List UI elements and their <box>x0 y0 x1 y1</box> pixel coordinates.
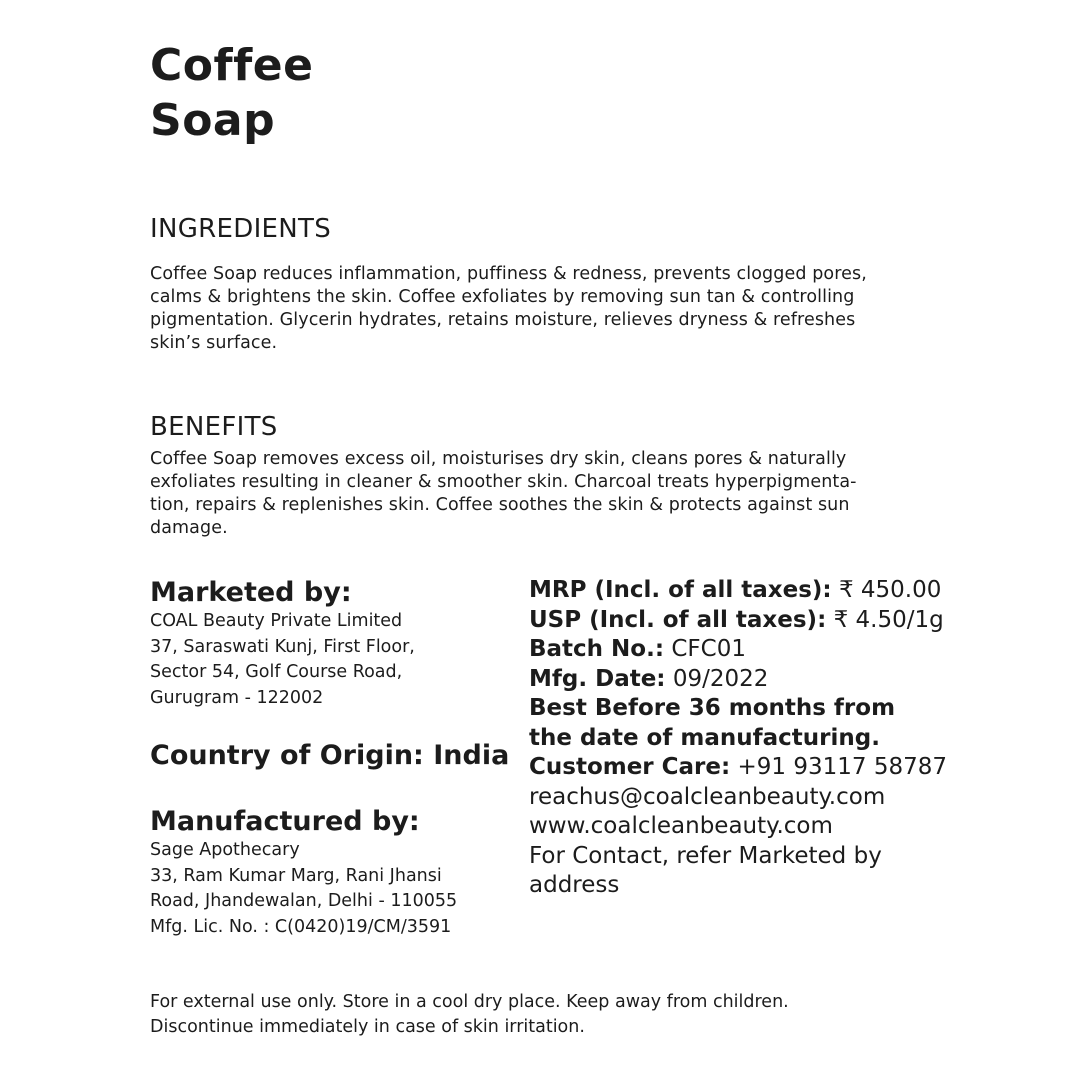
batch-row <box>529 635 949 665</box>
usp-label: USP (Incl. of all taxes): <box>529 606 827 633</box>
marketed-by-line: COAL Beauty Private Limited <box>150 611 403 631</box>
usp-value: ₹ 4.50/1g <box>833 606 944 633</box>
country-of-origin: Country of Origin: India <box>150 740 510 771</box>
manufactured-by-heading: Manufactured by: <box>150 806 420 837</box>
batch-value: CFC01 <box>671 636 746 662</box>
ingredients-line: skin’s surface. <box>150 333 278 353</box>
manufactured-by-line: Sage Apothecary <box>150 840 300 860</box>
ingredients-heading: INGREDIENTS <box>150 214 332 244</box>
customer-care-row <box>529 753 949 783</box>
ingredients-line: Coffee Soap reduces inflammation, puffiness & redness, prevents clogged pores, <box>150 264 867 284</box>
manufactured-by-block <box>150 806 510 940</box>
contact-email: reachus@coalcleanbeauty.com <box>529 783 886 810</box>
benefits-line: damage. <box>150 518 228 538</box>
product-title-line-1: Coffee <box>150 40 314 91</box>
benefits-line: Coffee Soap removes excess oil, moisturises dry skin, cleans pores & naturally <box>150 449 847 469</box>
ingredients-line: calms & brightens the skin. Coffee exfoliates by removing sun tan & controlling <box>150 287 855 307</box>
marketed-by-line: Sector 54, Golf Course Road, <box>150 662 403 682</box>
best-before-line: Best Before 36 months from <box>529 695 896 721</box>
customer-care-phone: +91 93117 58787 <box>737 754 948 780</box>
footer-warning <box>150 990 950 1040</box>
benefits-line: tion, repairs & replenishes skin. Coffee soothes the skin & protects against sun <box>150 495 850 515</box>
benefits-line: exfoliates resulting in cleaner & smoother skin. Charcoal treats hyperpigmenta- <box>150 472 857 492</box>
batch-label: Batch No.: <box>529 636 665 662</box>
ingredients-text <box>150 263 930 355</box>
mrp-row <box>529 576 949 606</box>
product-title <box>150 38 314 148</box>
footer-line: For external use only. Store in a cool dry place. Keep away from children. <box>150 992 789 1012</box>
manufactured-by-line: 33, Ram Kumar Marg, Rani Jhansi <box>150 865 442 886</box>
mfg-date-row <box>529 665 949 695</box>
marketed-by-block <box>150 577 510 711</box>
footer-line: Discontinue immediately in case of skin irritation. <box>150 1017 585 1037</box>
mrp-label: MRP (Incl. of all taxes): <box>529 577 832 603</box>
manufactured-by-line: Road, Jhandewalan, Delhi - 110055 <box>150 891 458 911</box>
marketed-by-line: 37, Saraswati Kunj, First Floor, <box>150 636 415 657</box>
manufactured-by-line: Mfg. Lic. No. : C(0420)19/CM/3591 <box>150 916 452 937</box>
ingredients-line: pigmentation. Glycerin hydrates, retains moisture, relieves dryness & refreshes <box>150 310 856 330</box>
best-before-line: the date of manufacturing. <box>529 724 880 751</box>
contact-note-line: For Contact, refer Marketed by <box>529 842 882 869</box>
usp-row <box>529 606 949 636</box>
mrp-value: ₹ 450.00 <box>838 577 942 603</box>
benefits-heading: BENEFITS <box>150 412 278 442</box>
benefits-text <box>150 448 930 540</box>
website-url: www.coalcleanbeauty.com <box>529 813 833 839</box>
mfg-date-label: Mfg. Date: <box>529 665 666 692</box>
contact-note-line: address <box>529 872 620 898</box>
product-title-line-2: Soap <box>150 95 276 146</box>
marketed-by-line: Gurugram - 122002 <box>150 687 324 708</box>
mfg-date-value: 09/2022 <box>672 665 769 692</box>
product-info-block <box>529 576 949 901</box>
marketed-by-heading: Marketed by: <box>150 577 352 608</box>
customer-care-label: Customer Care: <box>529 754 731 780</box>
